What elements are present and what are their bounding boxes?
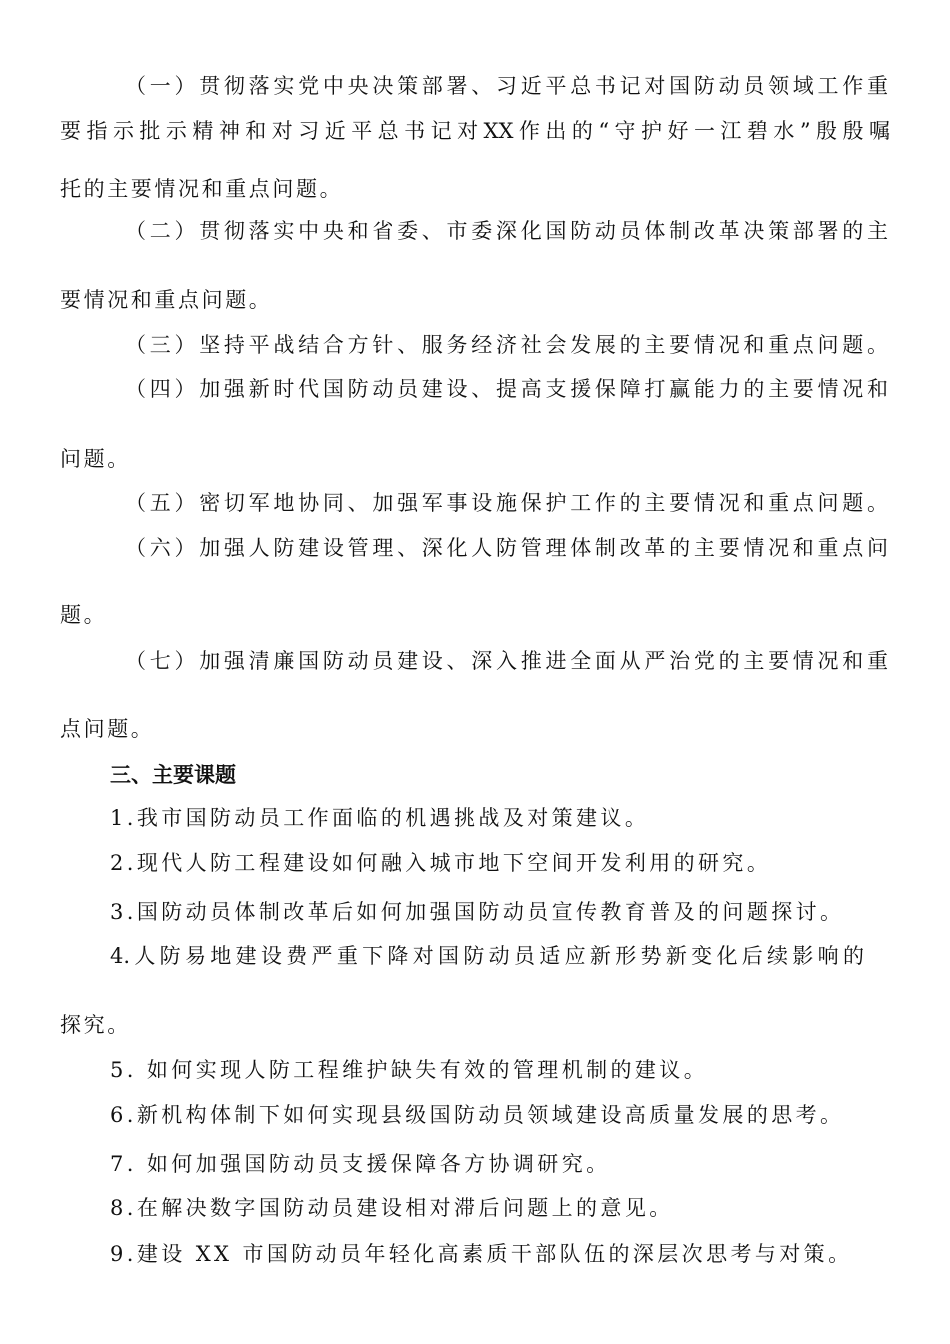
topic-item-7: 7. 如何加强国防动员支援保障各方协调研究。 bbox=[110, 1152, 611, 1176]
topic-item-1: 1.我市国防动员工作面临的机遇挑战及对策建议。 bbox=[110, 806, 650, 830]
paragraph-line: 探究。 bbox=[60, 1013, 131, 1037]
paragraph-line: 点问题。 bbox=[60, 717, 155, 741]
topic-item-6: 6.新机构体制下如何实现县级国防动员领域建设高质量发展的思考。 bbox=[110, 1103, 845, 1127]
topic-item-2: 2.现代人防工程建设如何融入城市地下空间开发利用的研究。 bbox=[110, 851, 772, 875]
paragraph-line: （三）坚持平战结合方针、服务经济社会发展的主要情况和重点问题。 bbox=[125, 333, 888, 357]
topic-item-8: 8.在解决数字国防动员建设相对滞后问题上的意见。 bbox=[110, 1196, 674, 1220]
paragraph-line: 问题。 bbox=[60, 447, 131, 471]
paragraph-line: 托的主要情况和重点问题。 bbox=[60, 177, 344, 201]
paragraph-line: （五）密切军地协同、加强军事设施保护工作的主要情况和重点问题。 bbox=[125, 491, 888, 515]
paragraph-line: （一）贯彻落实党中央决策部署、习近平总书记对国防动员领域工作重 bbox=[125, 74, 888, 98]
paragraph-line: （二）贯彻落实中央和省委、市委深化国防动员体制改革决策部署的主 bbox=[125, 219, 888, 243]
topic-item-9: 9.建设 XX 市国防动员年轻化高素质干部队伍的深层次思考与对策。 bbox=[110, 1242, 853, 1266]
paragraph-line: （四）加强新时代国防动员建设、提高支援保障打赢能力的主要情况和 bbox=[125, 377, 888, 401]
paragraph-line: 题。 bbox=[60, 603, 108, 627]
paragraph-line: （七）加强清廉国防动员建设、深入推进全面从严治党的主要情况和重 bbox=[125, 649, 888, 673]
topic-item-3: 3.国防动员体制改革后如何加强国防动员宣传教育普及的问题探讨。 bbox=[110, 900, 845, 924]
paragraph-line: 要情况和重点问题。 bbox=[60, 288, 273, 312]
paragraph-line: （六）加强人防建设管理、深化人防管理体制改革的主要情况和重点问 bbox=[125, 536, 888, 560]
topic-item-5: 5. 如何实现人防工程维护缺失有效的管理机制的建议。 bbox=[110, 1058, 709, 1082]
paragraph-line: 4.人防易地建设费严重下降对国防动员适应新形势新变化后续影响的 bbox=[110, 944, 864, 968]
paragraph-line: 要指示批示精神和对习近平总书记对XX作出的“守护好一江碧水”殷殷嘱 bbox=[60, 119, 890, 143]
section-heading: 三、主要课题 bbox=[110, 763, 236, 787]
